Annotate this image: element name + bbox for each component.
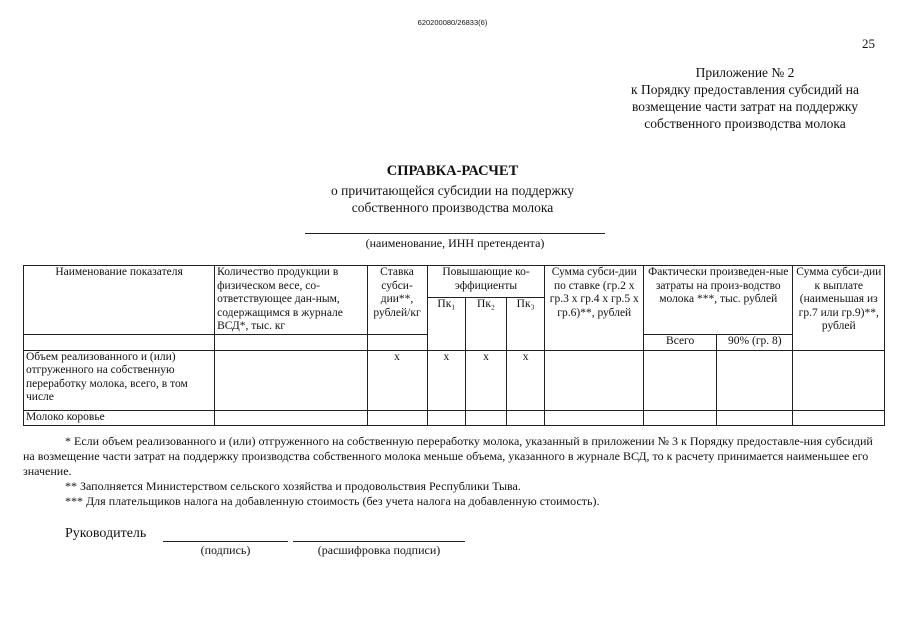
footnote-1: * Если объем реализованного и (или) отгруженного на собственную переработку молока, указанный в приложении № 3 к Порядку предоставле-ния субсидий на возмещение части затрат на поддержку производства собственного молока меньше объема, указанного в журнале ВСД, то к расчету принимается наименьшее его значение. xyxy=(23,434,873,478)
header-indicator-cont xyxy=(24,334,215,350)
cell-total xyxy=(644,410,717,425)
signature-decode-caption: (расшифровка подписи) xyxy=(317,543,441,557)
cell-sum-payout xyxy=(793,350,885,410)
header-indicator: Наименование показателя xyxy=(24,266,215,335)
cell-quantity xyxy=(215,350,367,410)
cell-pk1: х xyxy=(427,350,466,410)
cell-sum-by-rate xyxy=(545,350,644,410)
document-title: СПРАВКА-РАСЧЕТ xyxy=(386,163,519,179)
document-subtitle xyxy=(0,182,905,216)
cell-ninety-percent xyxy=(717,410,793,425)
cell-pk3: х xyxy=(506,350,545,410)
cell-sum-by-rate xyxy=(545,410,644,425)
document-number: 620200080/26833(6) xyxy=(417,18,488,27)
table-row xyxy=(24,410,885,425)
header-quantity: Количество продукции в физическом весе, со-ответствующее дан-ным, содержащимся в журнале ВСД*, тыс. кг xyxy=(215,266,367,335)
header-coefficients: Повышающие ко-эффициенты xyxy=(427,266,545,298)
subtitle-line: собственного производства молока xyxy=(351,200,554,215)
footnotes xyxy=(23,434,885,509)
header-quantity-cont xyxy=(215,334,367,350)
cell-pk2 xyxy=(466,410,507,425)
footnote-2: ** Заполняется Министерством сельского хозяйства и продовольствия Республики Тыва. xyxy=(65,479,521,493)
header-sum-by-rate: Сумма субси-дии по ставке (гр.2 х гр.3 х гр.4 х гр.5 х гр.6)**, рублей xyxy=(545,266,644,351)
appendix-title: Приложение № 2 xyxy=(695,65,795,80)
cell-ninety-percent xyxy=(717,350,793,410)
cell-total xyxy=(644,350,717,410)
header-rate: Ставка субси-дии**, рублей/кг xyxy=(367,266,427,335)
cell-rate: х xyxy=(367,350,427,410)
header-rate-cont xyxy=(367,334,427,350)
applicant-name-caption: (наименование, ИНН претендента) xyxy=(365,236,545,250)
row-label: Объем реализованного и (или) отгруженного на собственную переработку молока, всего, в том числе xyxy=(24,350,215,410)
cell-rate xyxy=(367,410,427,425)
signature-caption: (подпись) xyxy=(200,543,251,557)
subtitle-line: о причитающейся субсидии на поддержку xyxy=(331,183,574,198)
calculation-table xyxy=(23,265,885,426)
header-pk3: Пк₃ xyxy=(506,298,545,351)
signature-line xyxy=(163,541,288,542)
cell-pk2: х xyxy=(466,350,507,410)
cell-pk1 xyxy=(427,410,466,425)
footnote-3: *** Для плательщиков налога на добавленную стоимость (без учета налога на добавленную стоимость). xyxy=(65,494,600,508)
appendix-line: собственного производства молока xyxy=(644,116,846,131)
header-pk2: Пк₂ xyxy=(466,298,507,351)
cell-quantity xyxy=(215,410,367,425)
appendix-line: возмещение части затрат на поддержку xyxy=(632,99,858,114)
appendix-line: к Порядку предоставления субсидий на xyxy=(631,82,859,97)
header-sum-payout: Сумма субси-дии к выплате (наименьшая из гр.7 или гр.9)**, рублей xyxy=(793,266,885,351)
appendix-block xyxy=(600,64,890,132)
cell-sum-payout xyxy=(793,410,885,425)
applicant-name-line xyxy=(305,233,605,234)
row-label: Молоко коровье xyxy=(24,410,215,425)
signature-label: Руководитель xyxy=(65,526,147,541)
table-row xyxy=(24,350,885,410)
header-pk1: Пк₁ xyxy=(427,298,466,351)
header-ninety-percent: 90% (гр. 8) xyxy=(717,334,793,350)
header-total: Всего xyxy=(644,334,717,350)
page-number: 25 xyxy=(862,36,875,51)
cell-pk3 xyxy=(506,410,545,425)
header-actual-costs: Фактически произведен-ные затраты на произ-водство молока ***, тыс. рублей xyxy=(644,266,793,335)
signature-decode-line xyxy=(293,541,465,542)
